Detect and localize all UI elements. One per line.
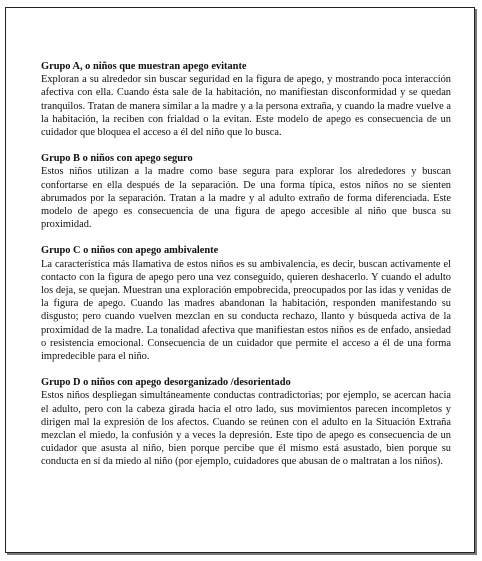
section-paragraph: Exploran a su alrededor sin buscar seguridad en la figura de apego, y mostrando poca interacción afectiva con ella. Cuando ésta sale de la habitación, no manifiestan disconformidad y se quedan tranquilos. Tratan de manera similar a la madre y a la persona extraña, y cuando la madre vuelve a la habitación, la reciben con frialdad o la evitan. Este modelo de apego es consecuencia de un cuidador que bloquea el acceso a él del niño que lo busca. <box>41 74 451 139</box>
section-group-a <box>41 60 451 139</box>
section-paragraph: Estos niños despliegan simultáneamente conductas contradictorias; por ejemplo, se acercan hacia el adulto, pero con la cabeza girada hacia el otro lado, sus movimientos parecen incompletos y dirigen mal la expresión de los afectos. Cuando se reúnen con el adulto en la Situación Extraña mezclan el miedo, la confusión y a veces la depresión. Este tipo de apego es consecuencia de un cuidador que asusta al niño, bien porque percibe que él mismo está asustado, bien porque su conducta en sí da miedo al niño (por ejemplo, cuidadores que abusan de o maltratan a los niños). <box>41 390 451 468</box>
section-paragraph: La característica más llamativa de estos niños es su ambivalencia, es decir, buscan activamente el contacto con la figura de apego pero una vez conseguido, quieren deshacerlo. Y cuando el adulto los deja, se quejan. Muestran una exploración empobrecida, preocupados por las idas y venidas de la figura de apego. Cuando las madres abandonan la habitación, responden manifestando su disgusto; pero cuando vuelven mezclan en su conducta rechazo, llanto y búsqueda activa de la proximidad de la madre. La tonalidad afectiva que manifiestan estos niños es de enfado, ansiedad o resistencia emocional. Consecuencia de un cuidador que permite el acceso a él de una forma impredecible para el niño. <box>41 258 451 363</box>
section-group-c <box>41 244 451 363</box>
section-heading: Grupo A, o niños que muestran apego evitante <box>41 61 247 72</box>
document-content <box>41 60 451 482</box>
section-heading: Grupo C o niños con apego ambivalente <box>41 245 219 257</box>
section-heading: Grupo B o niños con apego seguro <box>41 153 193 165</box>
section-paragraph: Estos niños utilizan a la madre como base segura para explorar los alrededores y buscan confortarse en ella después de la separación. De una forma típica, estos niños no se sienten abrumados por la separación. Tratan a la madre y al adulto extraño de forma diferenciada. Este modelo de apego es consecuencia de una figura de apego accesible al niño que busca su proximidad. <box>41 166 451 231</box>
section-group-b <box>41 152 451 231</box>
section-group-d <box>41 376 451 468</box>
section-heading: Grupo D o niños con apego desorganizado /desorientado <box>41 377 291 389</box>
document-frame <box>5 7 475 553</box>
